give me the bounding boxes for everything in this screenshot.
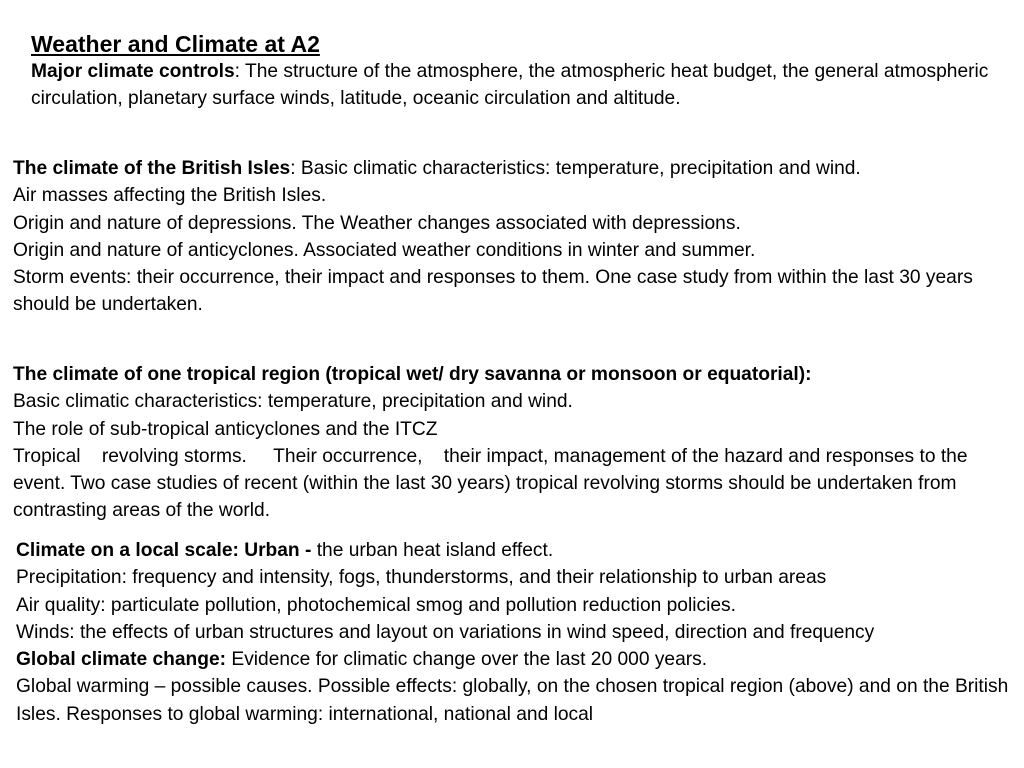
british-isles-heading: The climate of the British Isles: [13, 158, 291, 179]
local-line: Precipitation: frequency and intensity, fogs, thunderstorms, and their relationship to urban areas: [16, 567, 827, 589]
local-heading-paragraph: [16, 537, 1016, 564]
tropical-region-section: [13, 361, 1013, 525]
british-isles-line: Origin and nature of depressions. The Weather changes associated with depressions.: [13, 212, 741, 234]
local-heading-text: the urban heat island effect.: [316, 540, 554, 561]
tropical-heading: The climate of one tropical region (tropical wet/ dry savanna or monsoon or equatorial):: [13, 364, 812, 385]
local-line: Air quality: particulate pollution, photochemical smog and pollution reduction policies.: [16, 594, 736, 616]
global-heading-text: Evidence for climatic change over the last 20 000 years.: [226, 649, 708, 671]
british-isles-section: [13, 155, 1013, 319]
intro-section: [31, 31, 991, 113]
british-isles-line: Storm events: their occurrence, their impact and responses to them. One case study from within the last 30 years should be undertaken.: [13, 267, 973, 316]
tropical-line: The role of sub-tropical anticyclones and the ITCZ: [13, 418, 438, 440]
local-line: Winds: the effects of urban structures and layout on variations in wind speed, direction and frequency: [16, 621, 875, 643]
tropical-line: Tropical revolving storms. Their occurrence, their impact, management of the hazard and responses to the event. Two case studies of recent (within the last 30 years) tropical revolving storms should be undertaken from contrasting areas of the world.: [13, 445, 973, 522]
local-heading: Climate on a local scale: Urban -: [16, 540, 317, 561]
local-and-global-section: [16, 537, 1016, 728]
climate-controls-label: Major climate controls: [31, 61, 235, 82]
british-isles-line: Air masses affecting the British Isles.: [13, 185, 327, 207]
global-line: Global warming – possible causes. Possible effects: globally, on the chosen tropical region (above) and on the British Isles. Responses to global warming: international, national and local: [16, 676, 1009, 725]
climate-controls-paragraph: [31, 58, 991, 113]
british-isles-line: Origin and nature of anticyclones. Associated weather conditions in winter and summer.: [13, 239, 756, 261]
british-isles-heading-paragraph: [13, 155, 1013, 182]
british-isles-heading-text: : Basic climatic characteristics: temperature, precipitation and wind.: [290, 158, 861, 179]
global-heading-paragraph: [16, 646, 1016, 673]
climate-controls-text: : The structure of the atmosphere, the atmospheric heat budget, the general atmospheric circulation, planetary surface winds, latitude, oceanic circulation and altitude.: [31, 61, 989, 110]
global-heading: Global climate change:: [16, 649, 227, 671]
tropical-line: Basic climatic characteristics: temperature, precipitation and wind.: [13, 391, 573, 413]
tropical-heading-paragraph: [13, 361, 1013, 388]
page-title: Weather and Climate at A2: [31, 31, 320, 57]
